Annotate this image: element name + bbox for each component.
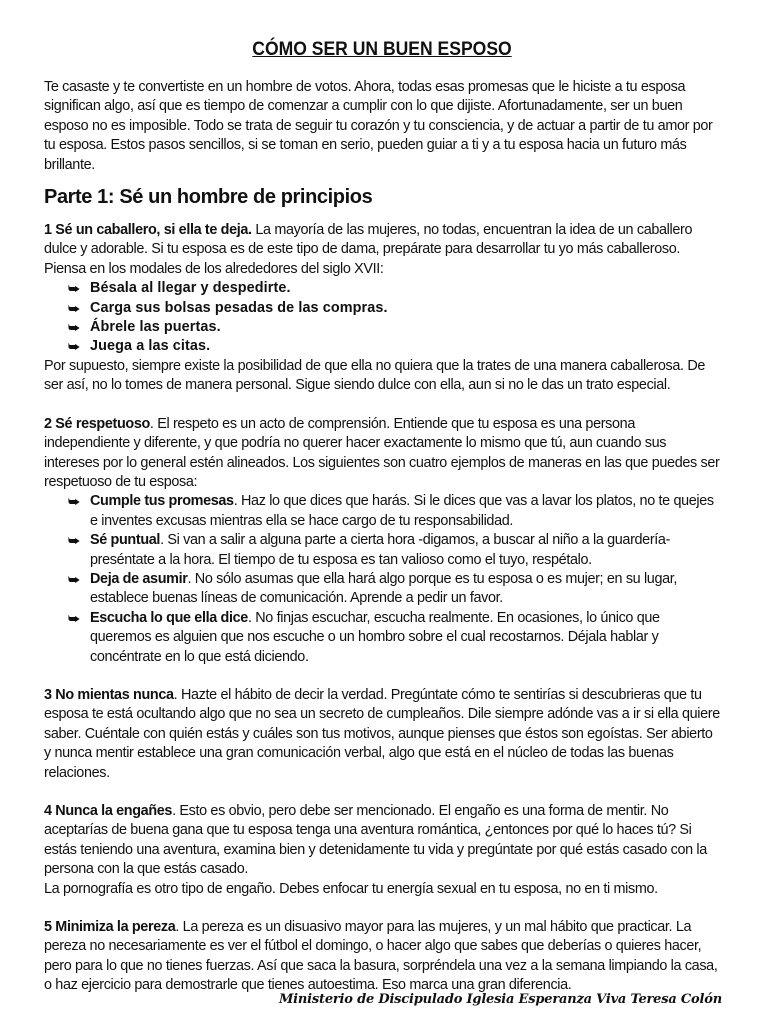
section-5-paragraph — [44, 918, 720, 996]
footer-signature: Ministerio de Discipulado Iglesia Esperanza Viva Teresa Colón — [278, 992, 722, 1007]
section-3-paragraph — [44, 686, 720, 783]
section-4-text: . Esto es obvio, pero debe ser mencionado. El engaño es una forma de mentir. No aceptarías de buena gana que tu esposa tenga una aventura romántica, ¿entonces por qué lo haces tú? Si estás teniendo una aventura, examina bien y detenidamente tu vida y pregúntate por qué estás casado con la persona con la que estás casado. — [44, 803, 707, 878]
section-5-text: . La pereza es un disuasivo mayor para las mujeres, y un mal hábito que practicar. La pereza no necesariamente es ver el fútbol el domingo, o hacer algo que sabes que deberías o quieres hacer, pero para lo que no tienes fuerzas. Así que saca la basura, sorpréndela una vez a la semana limpiando la casa, o haz ejercicio para demostrarle que tienes autoestima. Eso marca una gran diferencia. — [44, 919, 718, 994]
arrow-bullet-icon: ⮩ — [68, 300, 81, 316]
section-3-lead: 3 No mientas nunca — [44, 686, 174, 703]
section-4-after: La pornografía es otro tipo de engaño. Debes enfocar tu energía sexual en tu esposa, no en ti mismo. — [44, 880, 658, 897]
intro-paragraph: Te casaste y te convertiste en un hombre de votos. Ahora, todas esas promesas que le hiciste a tu esposa significan algo, así que es tiempo de comenzar a cumplir con lo que dijiste. Afortunadamente, ser un buen esposo no es imposible. Todo se trata de seguir tu corazón y tu consciencia, y de actuar a partir de tu amor por tu esposa. Estos pasos sencillos, si se toman en serio, pueden guiar a ti y a tu esposa hacia un futuro más brillante. — [44, 79, 713, 173]
section-1-bullet-list — [44, 279, 720, 357]
section-2-bullet-list — [44, 492, 720, 667]
part1-heading: Parte 1: Sé un hombre de principios — [44, 186, 373, 209]
section-1-after: Por supuesto, siempre existe la posibilidad de que ella no quiera que la trates de una manera caballerosa. De ser así, no lo tomes de manera personal. Sigue siendo dulce con ella, aun si no le das un trato especial. — [44, 357, 706, 394]
list-item: ⮩ Juega a las citas. — [44, 337, 720, 356]
arrow-bullet-icon: ⮩ — [68, 339, 81, 355]
list-item: ⮩ Deja de asumir. No sólo asumas que ella hará algo porque es tu esposa o es mujer; en su lugar, establece buenas líneas de comunicación. Aprende a pedir un favor. — [68, 570, 678, 607]
section-1-lead: 1 Sé un caballero, si ella te deja. — [44, 222, 252, 239]
list-item: ⮩ Escucha lo que ella dice. No finjas escuchar, escucha realmente. En ocasiones, lo único que queremos es alguien que nos escuche o un hombro sobre el cual recostarnos. Déjala hablar y concéntrate en lo que está diciendo. — [68, 609, 660, 665]
section-2-text: . El respeto es un acto de comprensión. Entiende que tu esposa es una persona independiente y diferente, y que podría no querer hacer exactamente lo mismo que tú, aun cuando sus intereses por lo general estén alineados. Los siguientes son cuatro ejemplos de maneras en las que puedes ser respetuoso de tu esposa: — [44, 415, 720, 490]
section-4-paragraph — [44, 802, 720, 880]
arrow-bullet-icon: ⮩ — [68, 610, 80, 626]
list-item: ⮩ Ábrele las puertas. — [44, 318, 720, 337]
section-2-lead: 2 Sé respetuoso — [44, 415, 150, 432]
section-4-lead: 4 Nunca la engañes — [44, 803, 173, 819]
section-2-paragraph — [44, 415, 720, 493]
arrow-bullet-icon: ⮩ — [68, 494, 80, 510]
list-item: ⮩ Cumple tus promesas. Haz lo que dices que harás. Si le dices que vas a lavar los platos, no te quejes e inventes excusas mientras ella se hace cargo de tu responsabilidad. — [68, 493, 714, 529]
arrow-bullet-icon: ⮩ — [68, 571, 80, 587]
list-item: ⮩ Carga sus bolsas pesadas de las compras. — [44, 299, 720, 318]
arrow-bullet-icon: ⮩ — [68, 320, 81, 336]
section-5-lead: 5 Minimiza la pereza — [44, 919, 176, 936]
document-page — [44, 36, 720, 996]
list-item: ⮩ Sé puntual. Si van a salir a alguna parte a cierta hora -digamos, a buscar al niño a la guardería- preséntate a la hora. El tiempo de tu esposa es tan valioso como el tuyo, respétalo. — [68, 532, 671, 568]
section-1-paragraph — [44, 221, 720, 279]
arrow-bullet-icon: ⮩ — [68, 281, 81, 297]
section-1-text: La mayoría de las mujeres, no todas, encuentran la idea de un caballero dulce y adorable. Si tu esposa es de este tipo de dama, prepárate para desarrollar tu yo más caballeroso. Piensa en los modales de los alrededores del siglo XVII: — [44, 222, 693, 277]
section-3-text: . Hazte el hábito de decir la verdad. Pregúntate cómo te sentirías si descubrieras que tu esposa te está ocultando algo que no sea un secreto de cumpleaños. Dile siempre adónde vas a ir si ella quiere saber. Cuéntale con quién estás y cuáles son tus motivos, aunque pienses que éstos son egoístas. Ser abierto y nunca mentir establece una gran comunicación verbal, algo que está en el núcleo de todas las buenas relaciones. — [44, 686, 720, 781]
document-title: CÓMO SER UN BUEN ESPOSO — [252, 38, 512, 60]
arrow-bullet-icon: ⮩ — [68, 533, 80, 549]
list-item: ⮩ Bésala al llegar y despedirte. — [44, 279, 720, 298]
